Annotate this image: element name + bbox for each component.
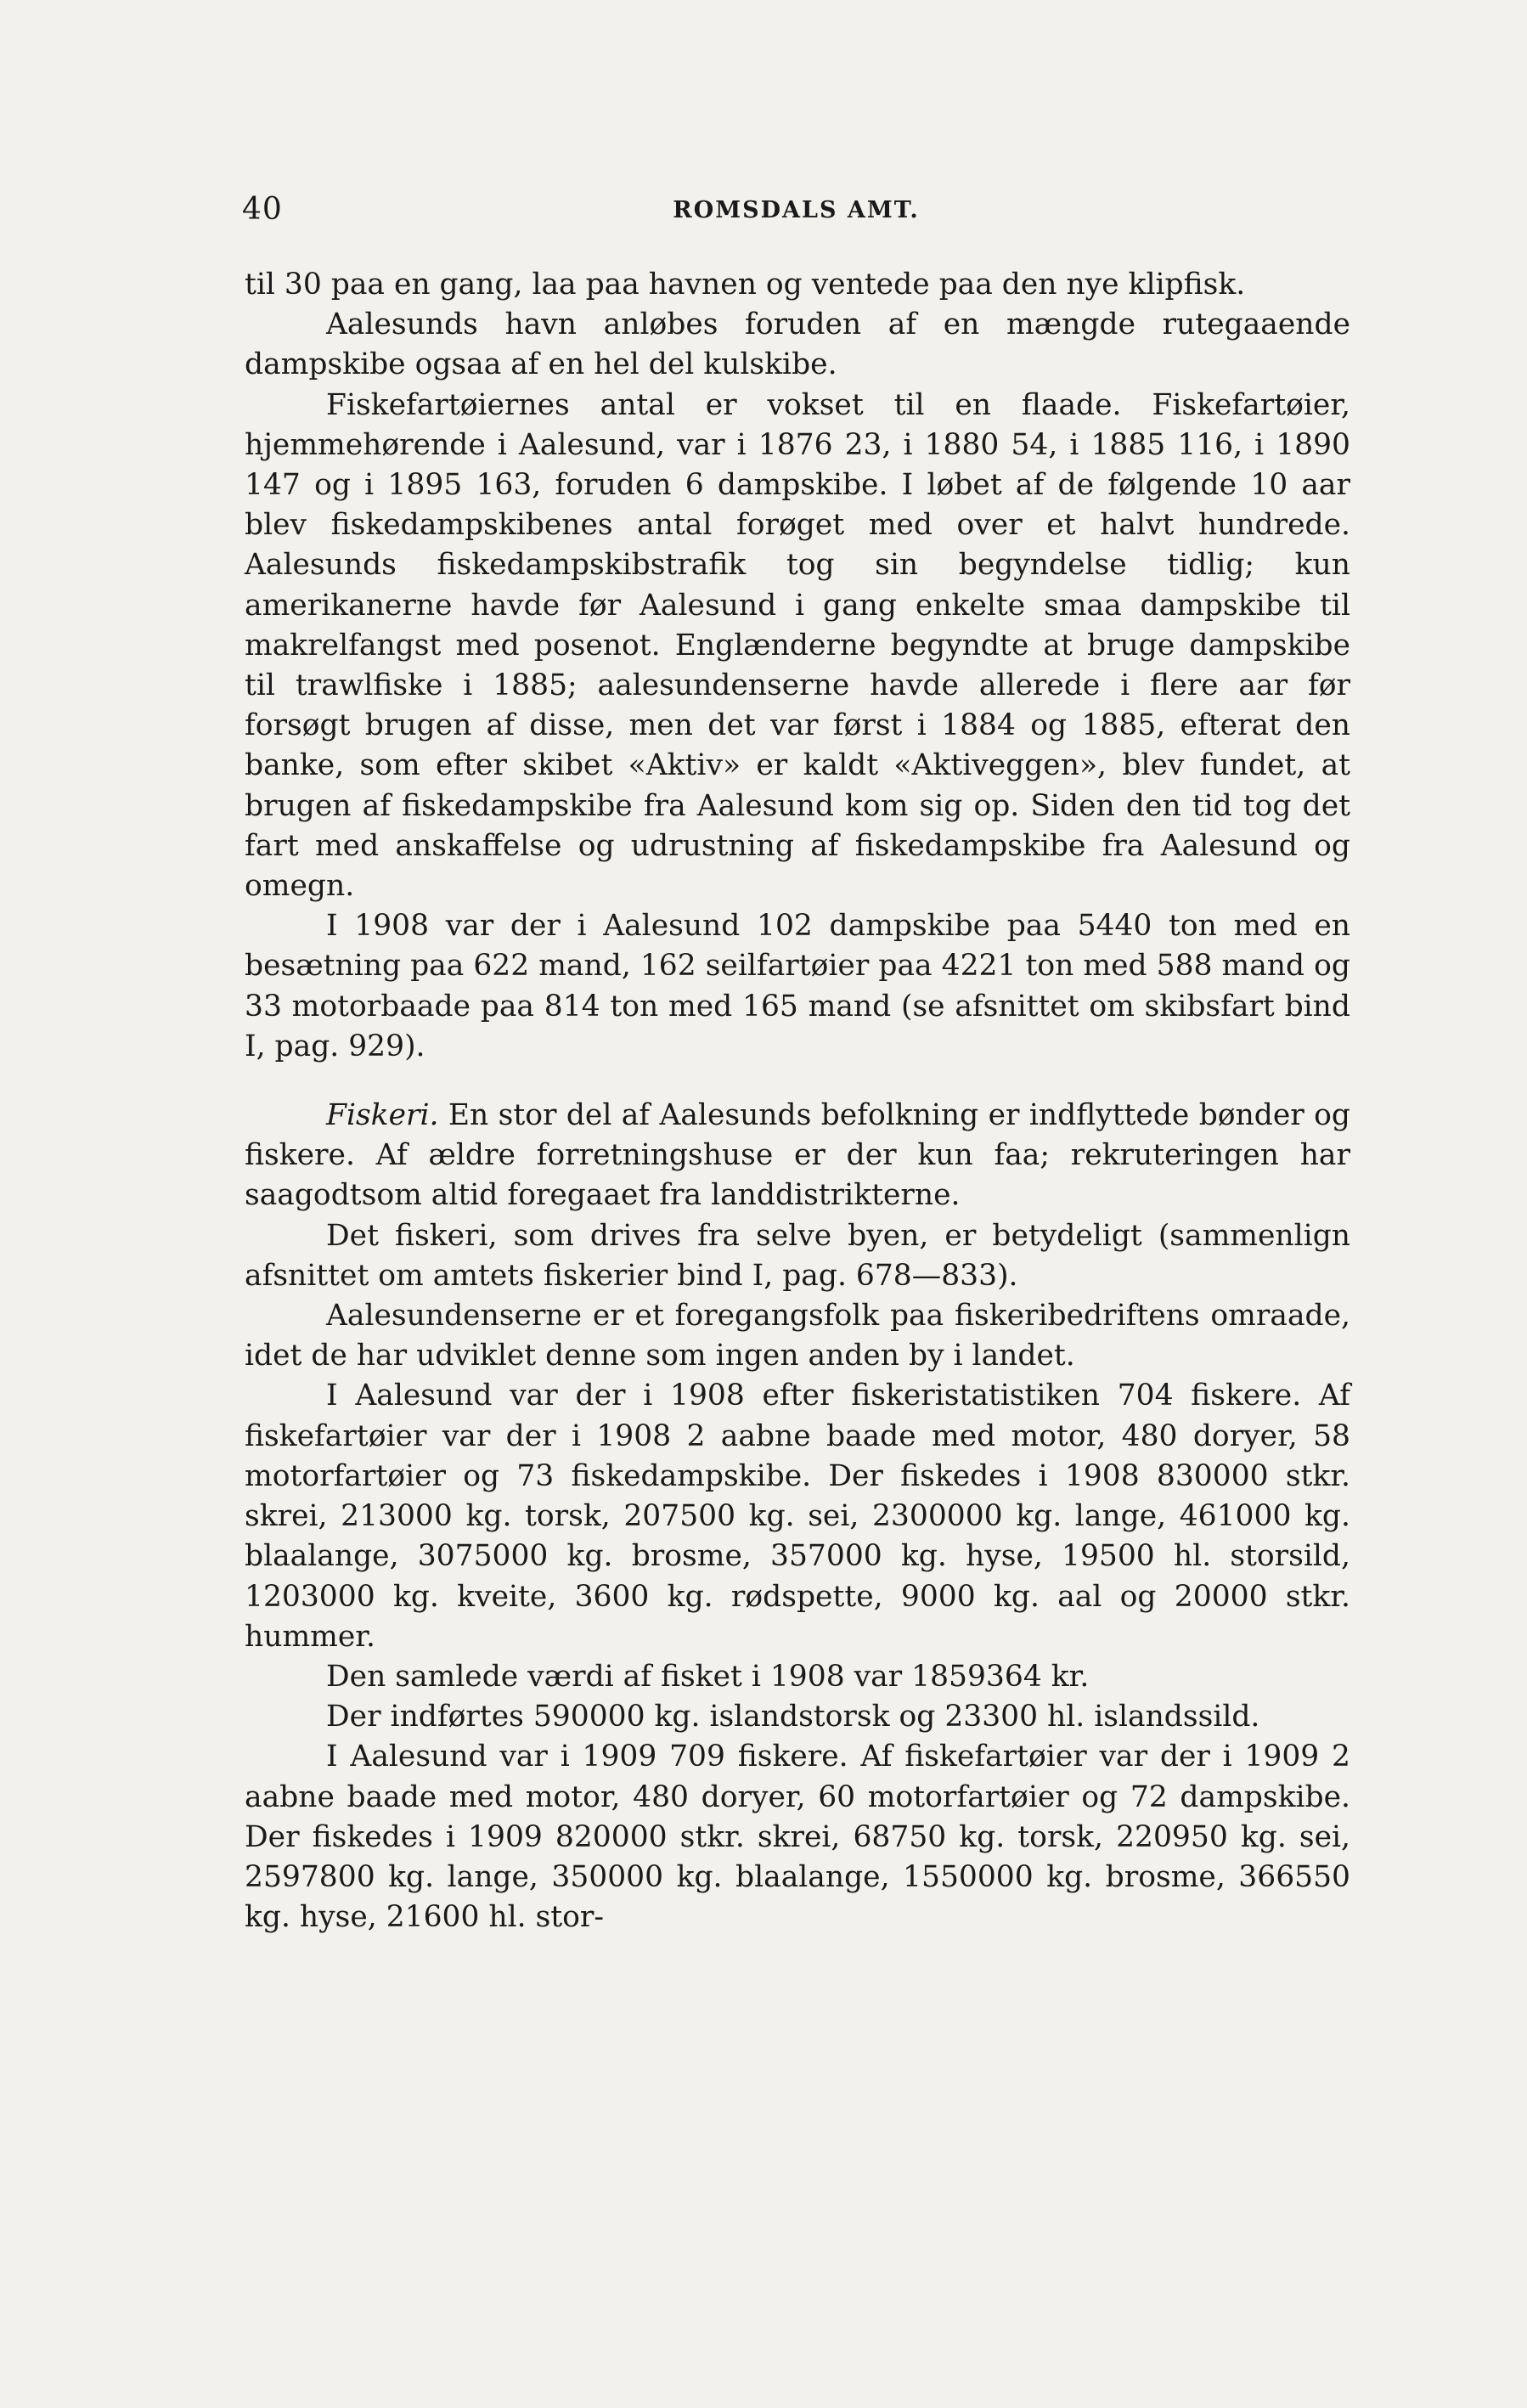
section-lead-text: En stor del af Aalesunds befolkning er indflyttede bønder og fiskere. Af ældre forretningshuse er der kun faa; rekruteringen har saagodtsom altid foregaaet fra landdistrikterne.	[245, 1098, 1350, 1213]
page-header	[242, 192, 1350, 226]
paragraph: I Aalesund var der i 1908 efter fiskeristatistiken 704 fiskere. Af fiskefartøier var der i 1908 2 aabne baade med motor, 480 doryer, 58 motorfartøier og 73 fiskedampskibe. Der fiskedes i 1908 830000 stkr. skrei, 213000 kg. torsk, 207500 kg. sei, 2300000 kg. lange, 461000 kg. blaalange, 3075000 kg. brosme, 357000 kg. hyse, 19500 hl. storsild, 1203000 kg. kveite, 3600 kg. rødspette, 9000 kg. aal og 20000 stkr. hummer.	[245, 1379, 1350, 1654]
section-paragraph	[245, 1096, 1350, 1216]
paragraph: Der indførtes 590000 kg. islandstorsk og 23300 hl. islandssild.	[326, 1700, 1260, 1734]
paragraph: Den samlede værdi af fisket i 1908 var 1859364 kr.	[326, 1659, 1090, 1694]
paragraph: Aalesunds havn anløbes foruden af en mængde rutegaaende dampskibe ogsaa af en hel del kulskibe.	[245, 307, 1350, 382]
paragraph: Aalesundenserne er et foregangsfolk paa fiskeribedriftens omraade, idet de har udviklet denne som ingen anden by i landet.	[245, 1299, 1350, 1373]
body-text	[245, 265, 1350, 1937]
page-number: 40	[242, 192, 283, 227]
running-title: ROMSDALS AMT.	[673, 197, 920, 223]
paragraph: I 1908 var der i Aalesund 102 dampskibe paa 5440 ton med en besætning paa 622 mand, 162 seilfartøier paa 4221 ton med 588 mand og 33 motorbaade paa 814 ton med 165 mand (se afsnittet om skibsfart bind I, pag. 929).	[245, 909, 1350, 1063]
section-heading: Fiskeri.	[326, 1098, 439, 1133]
paragraph: til 30 paa en gang, laa paa havnen og ventede paa den nye klipfisk.	[245, 268, 1246, 302]
paragraph: I Aalesund var i 1909 709 fiskere. Af fiskefartøier var der i 1909 2 aabne baade med motor, 480 doryer, 60 motorfartøier og 72 dampskibe. Der fiskedes i 1909 820000 stkr. skrei, 68750 kg. torsk, 220950 kg. sei, 2597800 kg. lange, 350000 kg. blaalange, 1550000 kg. brosme, 366550 kg. hyse, 21600 hl. stor-	[245, 1740, 1350, 1935]
paragraph: Fiskefartøiernes antal er vokset til en flaade. Fiskefartøier, hjemmehørende i Aalesund, var i 1876 23, i 1880 54, i 1885 116, i 1890 147 og i 1895 163, foruden 6 dampskibe. I løbet af de følgende 10 aar blev fiskedampskibenes antal forøget med over et halvt hundrede. Aalesunds fiskedampskibstrafik tog sin begyndelse tidlig; kun amerikanerne havde før Aalesund i gang enkelte smaa dampskibe til makrelfangst med posenot. Englænderne begyndte at bruge dampskibe til trawlfiske i 1885; aalesundenserne havde allerede i flere aar før forsøgt brugen af disse, men det var først i 1884 og 1885, efterat den banke, som efter skibet «Aktiv» er kaldt «Aktiveggen», blev fundet, at brugen af fiskedampskibe fra Aalesund kom sig op. Siden den tid tog det fart med anskaffelse og udrustning af fiskedampskibe fra Aalesund og omegn.	[245, 387, 1350, 904]
paragraph: Det fiskeri, som drives fra selve byen, er betydeligt (sammenlign afsnittet om amtets fiskerier bind I, pag. 678—833).	[245, 1218, 1350, 1293]
